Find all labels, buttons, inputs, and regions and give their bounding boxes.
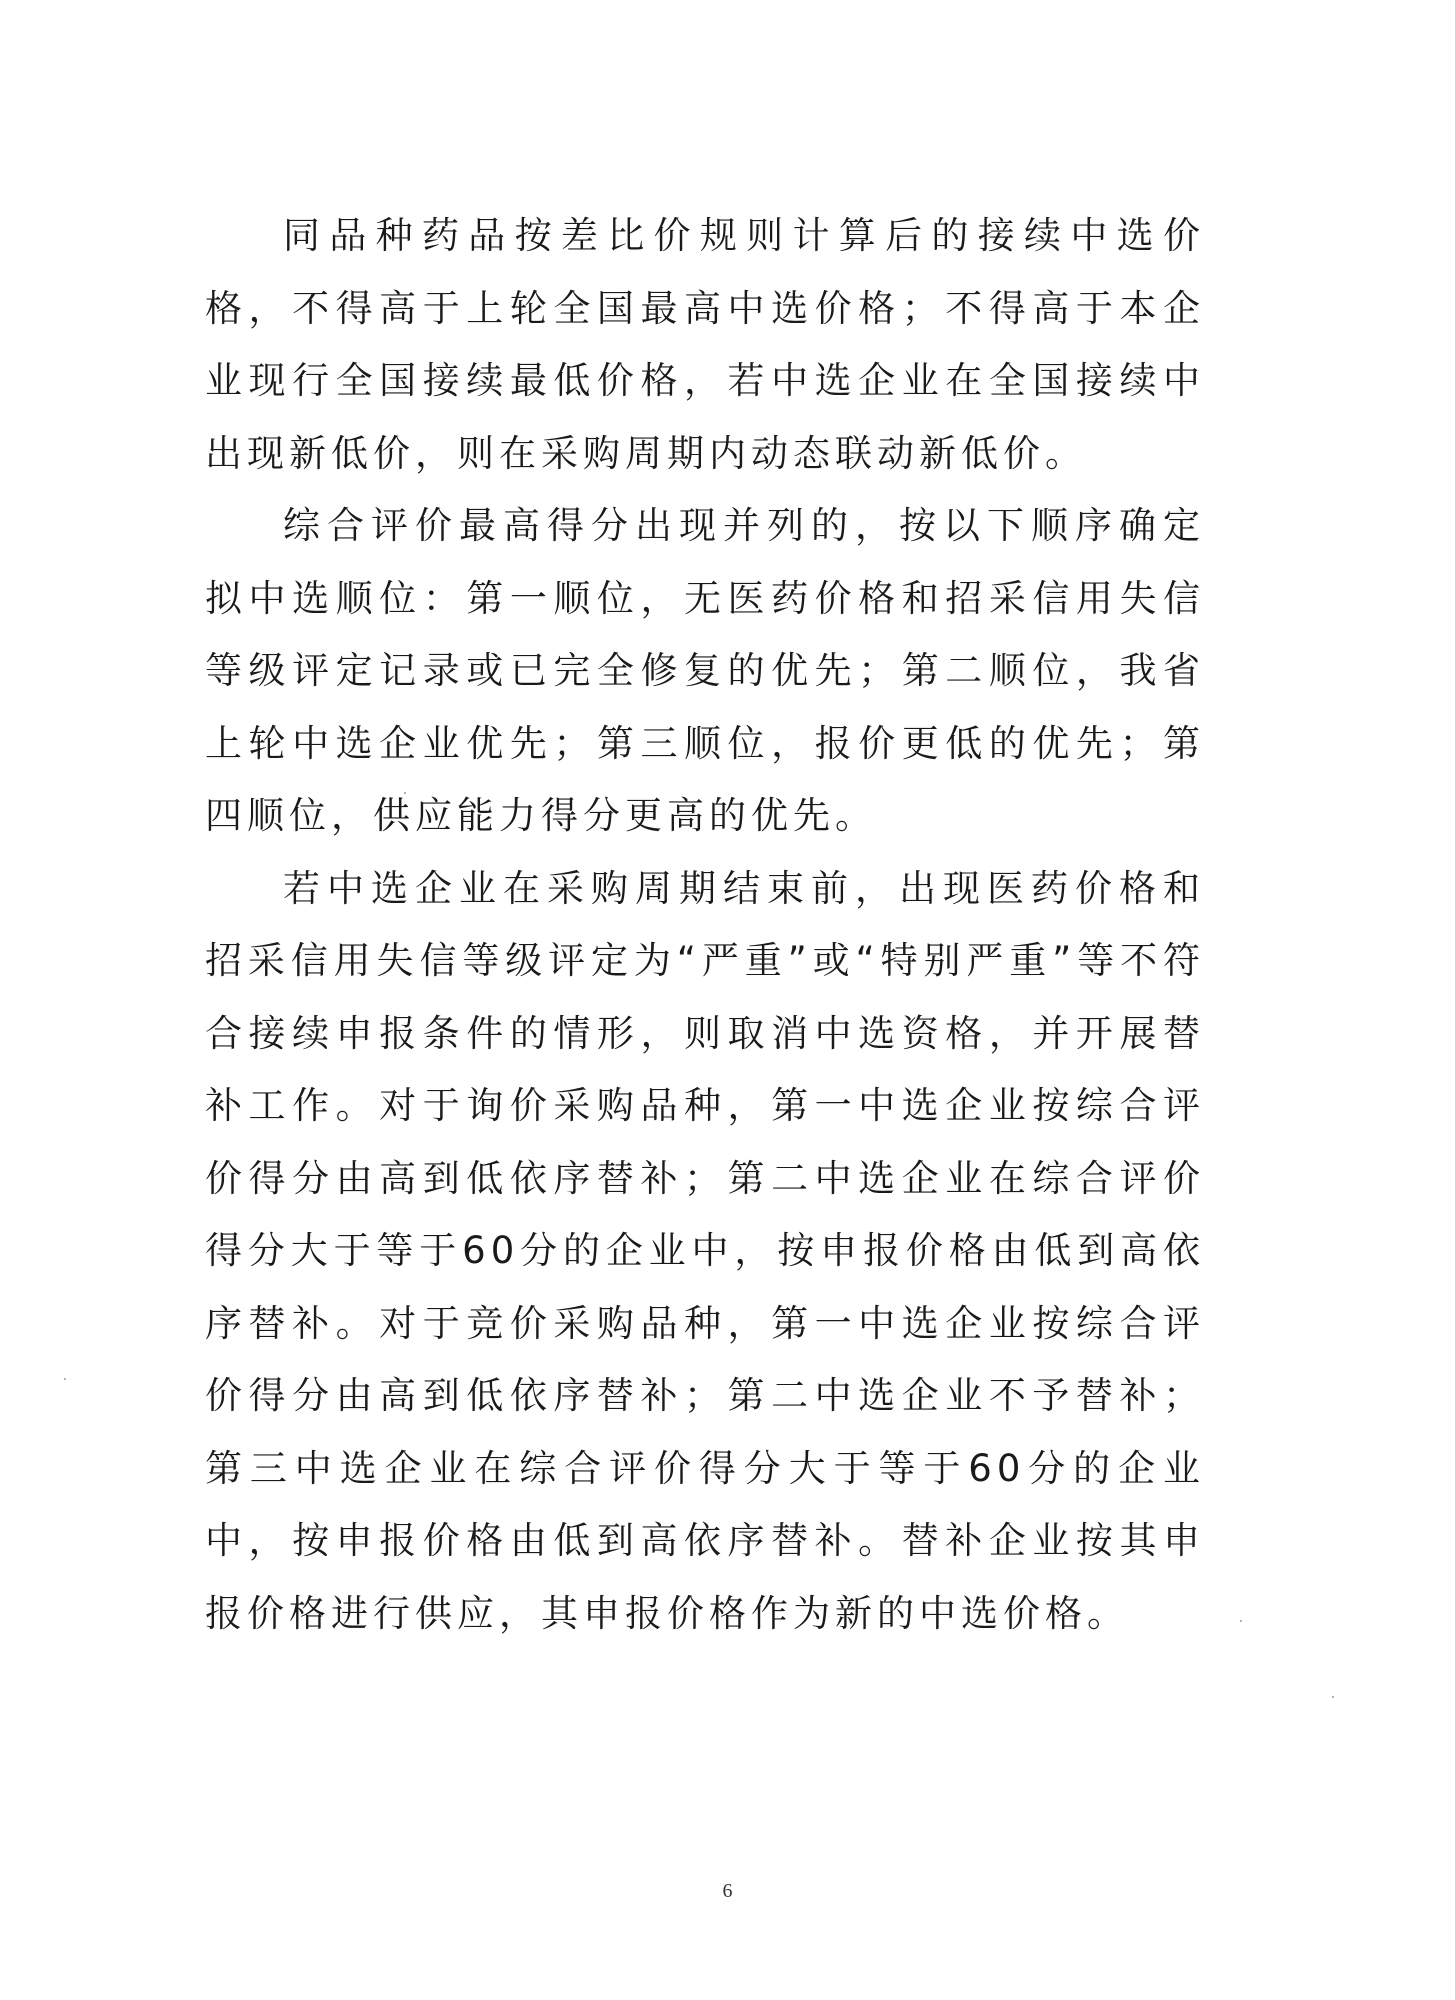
scan-speck (1240, 1620, 1242, 1622)
scan-speck (1332, 1696, 1334, 1698)
paragraph-tie-break-order: 综合评价最高得分出现并列的，按以下顺序确定拟中选顺位：第一顺位，无医药价格和招采信用失信等级评定记录或已完全修复的优先；第二顺位，我省上轮中选企业优先；第三顺位，报价更低的优先；第四顺位，供应能力得分更高的优先。 (205, 504, 1205, 837)
document-body (205, 200, 1205, 1650)
scan-speck (404, 792, 406, 794)
scan-speck (64, 1378, 66, 1380)
paragraph-replacement-rule: 若中选企业在采购周期结束前，出现医药价格和招采信用失信等级评定为“严重”或“特别严重”等不符合接续申报条件的情形，则取消中选资格，并开展替补工作。对于询价采购品种，第一中选企业按综合评价得分由高到低依序替补；第二中选企业在综合评价得分大于等于60分的企业中，按申报价格由低到高依序替补。对于竞价采购品种，第一中选企业按综合评价得分由高到低依序替补；第二中选企业不予替补；第三中选企业在综合评价得分大于等于60分的企业中，按申报价格由低到高依序替补。替补企业按其申报价格进行供应，其申报价格作为新的中选价格。 (205, 866, 1205, 1635)
page-number: 6 (722, 1880, 733, 1902)
paragraph-price-rule: 同品种药品按差比价规则计算后的接续中选价格，不得高于上轮全国最高中选价格；不得高于本企业现行全国接续最低价格，若中选企业在全国接续中出现新低价，则在采购周期内动态联动新低价。 (205, 214, 1205, 475)
